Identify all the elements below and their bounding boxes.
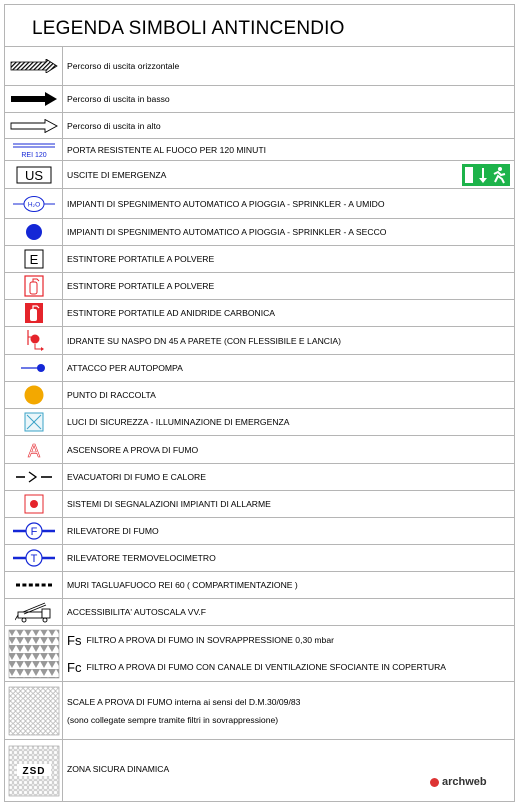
legend-label: PUNTO DI RACCOLTA <box>67 390 156 400</box>
legend-row <box>5 409 514 436</box>
thermo-detector-icon <box>12 548 56 568</box>
legend-row-zsd <box>5 740 514 802</box>
e-box-icon <box>24 249 44 269</box>
legend-row <box>5 518 514 545</box>
smoke-vent-icon <box>14 469 54 485</box>
legend-row <box>5 572 514 599</box>
legend-title: LEGENDA SIMBOLI ANTINCENDIO <box>5 5 514 47</box>
black-arrow-icon <box>10 92 58 106</box>
smoke-detector-icon <box>12 521 56 541</box>
legend-label: IDRANTE SU NASPO DN 45 A PARETE (CON FLESSIBILE E LANCIA) <box>67 335 341 346</box>
h2o-text: H₂O <box>27 201 40 208</box>
elevator-text: A <box>27 440 40 461</box>
legend-label: ESTINTORE PORTATILE A POLVERE <box>67 281 215 291</box>
zsd-pattern-icon <box>8 745 60 797</box>
legend-label: ASCENSORE A PROVA DI FUMO <box>67 444 199 455</box>
archweb-logo-text: archweb <box>442 776 487 788</box>
fire-door-text: REI 120 <box>20 151 47 159</box>
blue-dot-icon <box>24 222 44 242</box>
smoke-detector-text: F <box>30 526 37 538</box>
fire-door-icon <box>9 140 59 160</box>
legend-row <box>5 161 514 189</box>
legend-row <box>5 273 514 300</box>
legend-sheet <box>4 4 515 802</box>
filter-fc-text: FILTRO A PROVA DI FUMO CON CANALE DI VENTILAZIONE SFOCIANTE IN COPERTURA <box>86 662 447 672</box>
filter-fc-prefix: Fc <box>67 659 82 675</box>
legend-row <box>5 47 514 86</box>
hatched-arrow-icon <box>10 59 58 73</box>
hydrant-icon <box>23 329 45 353</box>
legend-label: RILEVATORE DI FUMO <box>67 526 159 536</box>
legend-label: EVACUATORI DI FUMO E CALORE <box>67 472 206 482</box>
e-text: E <box>29 252 38 267</box>
filter-fc-label <box>67 654 446 680</box>
ladder-truck-icon <box>15 601 53 623</box>
outline-arrow-icon <box>10 119 58 133</box>
legend-row <box>5 464 514 491</box>
orange-dot-icon <box>23 384 45 406</box>
smoke-filter-pattern-icon <box>8 629 60 679</box>
thermo-detector-text: T <box>30 553 37 565</box>
archweb-logo-icon <box>430 778 439 787</box>
legend-label: ACCESSIBILITA' AUTOSCALA VV.F <box>67 607 207 617</box>
legend-row <box>5 300 514 327</box>
legend-label: USCITE DI EMERGENZA <box>67 169 167 180</box>
emergency-exit-sign-icon <box>462 164 510 186</box>
us-box-icon <box>16 166 52 184</box>
legend-row <box>5 189 514 219</box>
legend-label: ATTACCO PER AUTOPOMPA <box>67 363 183 373</box>
legend-row <box>5 219 514 246</box>
filter-fs-label <box>67 628 334 652</box>
legend-label: SISTEMI DI SEGNALAZIONI IMPIANTI DI ALLARME <box>67 499 271 509</box>
stairs-line1: SCALE A PROVA DI FUMO interna ai sensi del D.M.30/09/83 <box>67 696 301 707</box>
legend-label: ESTINTORE PORTATILE A POLVERE <box>67 254 215 264</box>
legend-label: LUCI DI SICUREZZA - ILLUMINAZIONE DI EMERGENZA <box>67 417 290 427</box>
legend-label: IMPIANTI DI SPEGNIMENTO AUTOMATICO A PIOGGIA - SPRINKLER - A SECCO <box>67 227 387 237</box>
legend-row <box>5 382 514 409</box>
legend-label: ESTINTORE PORTATILE AD ANIDRIDE CARBONICA <box>67 308 276 318</box>
legend-row-stairs <box>5 682 514 740</box>
filter-fs-prefix: Fs <box>67 632 82 648</box>
elevator-icon <box>24 439 44 461</box>
smoke-proof-stairs-pattern-icon <box>8 686 60 736</box>
filter-fs-text: FILTRO A PROVA DI FUMO IN SOVRAPPRESSIONE 0,30 mbar <box>86 635 334 645</box>
legend-label: ZONA SICURA DINAMICA <box>67 764 170 774</box>
h2o-sprinkler-icon <box>12 193 56 215</box>
legend-row <box>5 355 514 382</box>
legend-row <box>5 139 514 161</box>
stairs-label <box>67 682 300 739</box>
legend-row <box>5 436 514 464</box>
legend-row <box>5 599 514 626</box>
extinguisher-red-icon <box>24 302 44 324</box>
us-text: US <box>24 167 43 183</box>
stairs-line2: (sono collegate sempre tramite filtri in sovrappressione) <box>67 714 279 725</box>
archweb-logo <box>430 776 487 788</box>
legend-label: Percorso di uscita in alto <box>67 120 161 131</box>
legend-row <box>5 491 514 518</box>
legend-row <box>5 86 514 113</box>
legend-label: PORTA RESISTENTE AL FUOCO PER 120 MINUTI <box>67 144 266 155</box>
legend-label: IMPIANTI DI SPEGNIMENTO AUTOMATICO A PIOGGIA - SPRINKLER - A UMIDO <box>67 198 385 209</box>
pump-connection-icon <box>20 361 48 375</box>
legend-row <box>5 545 514 572</box>
dashed-wall-icon <box>14 581 54 589</box>
legend-label: RILEVATORE TERMOVELOCIMETRO <box>67 553 216 563</box>
legend-label: MURI TAGLUAFUOCO REI 60 ( COMPARTIMENTAZIONE ) <box>67 580 298 590</box>
extinguisher-outline-icon <box>24 275 44 297</box>
legend-row-filters <box>5 626 514 682</box>
safety-light-icon <box>24 412 44 432</box>
legend-row <box>5 327 514 355</box>
legend-row <box>5 246 514 273</box>
legend-label: Percorso di uscita orizzontale <box>67 61 180 71</box>
legend-row <box>5 113 514 139</box>
legend-label: Percorso di uscita in basso <box>67 94 170 104</box>
alarm-icon <box>24 494 44 514</box>
zsd-text: ZSD <box>22 766 45 777</box>
